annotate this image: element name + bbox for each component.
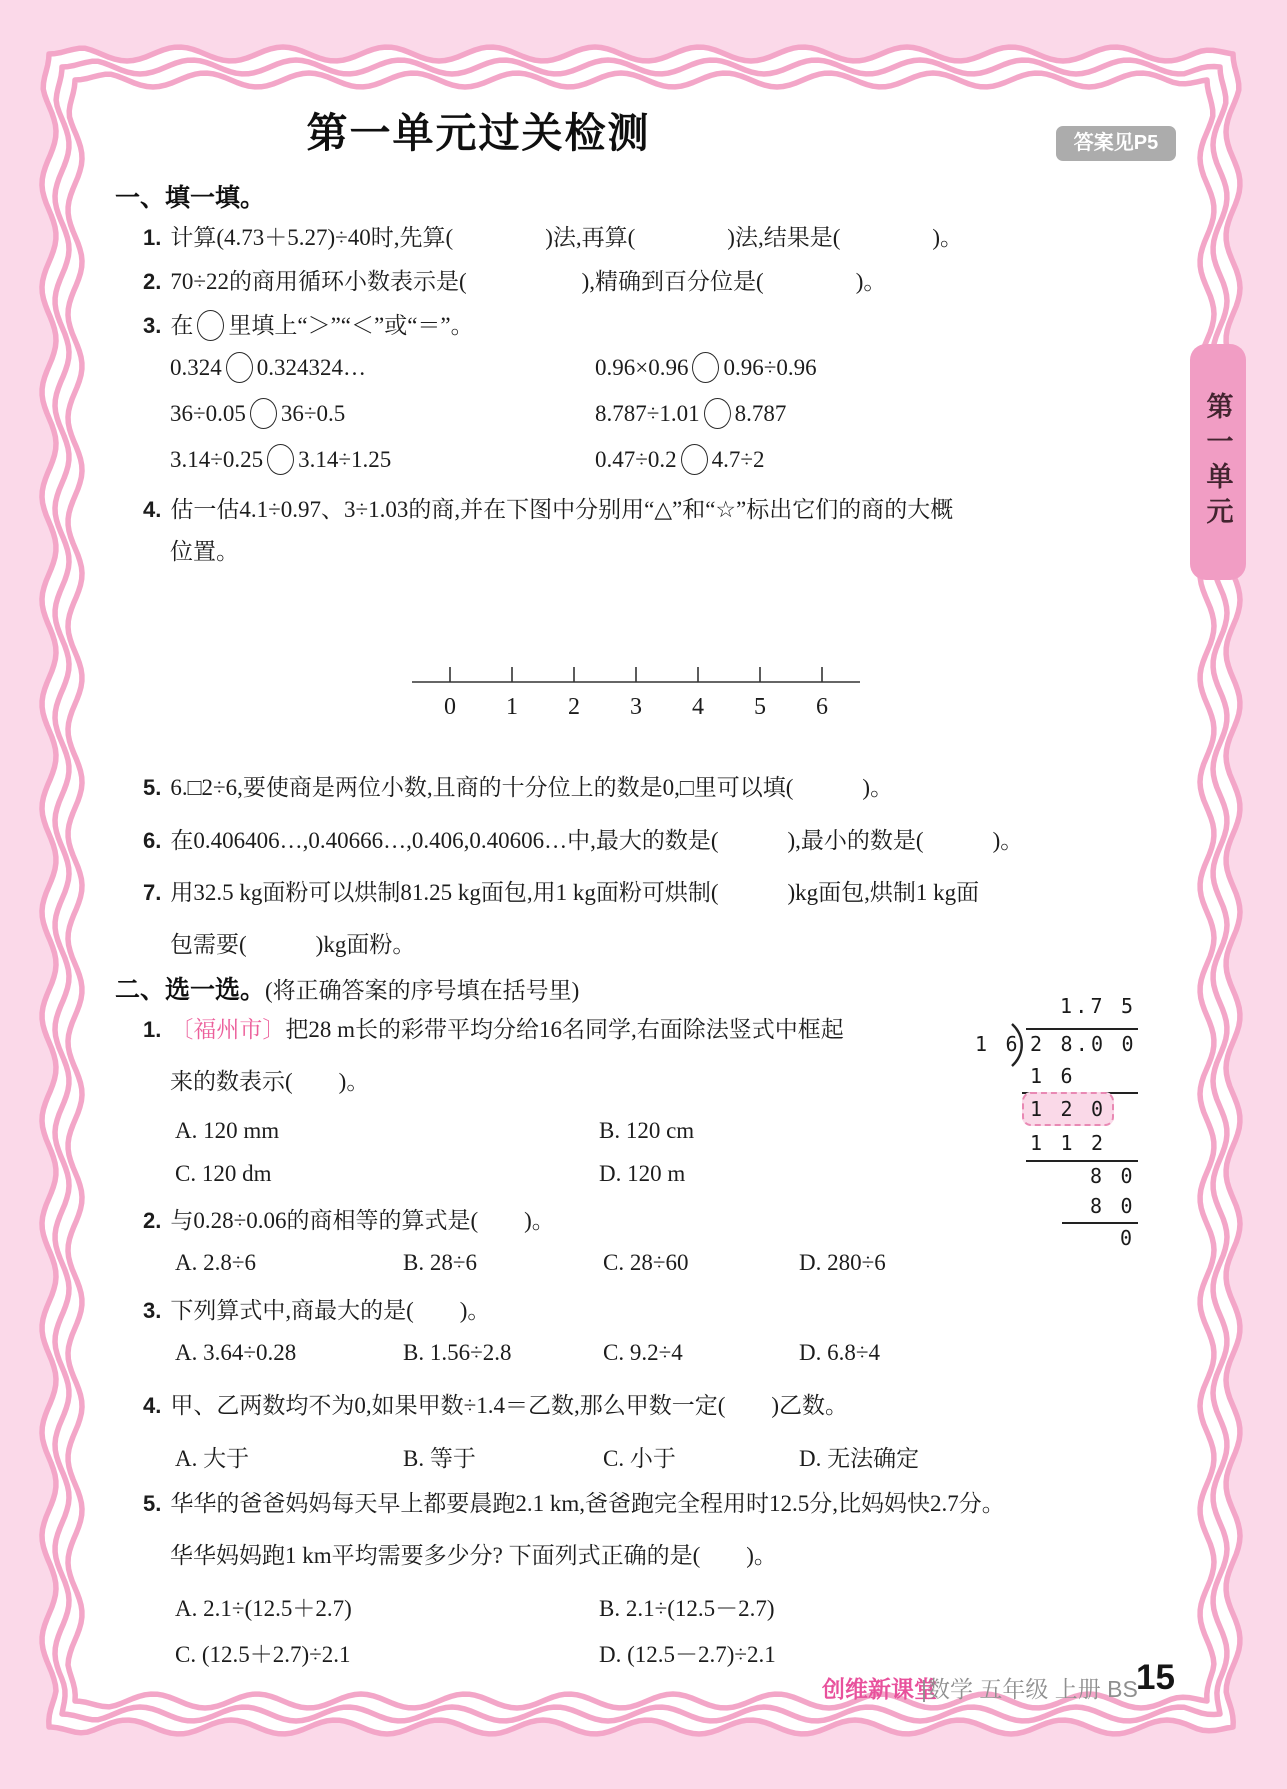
division-rule [1062,1222,1138,1224]
compare-circle-icon [197,310,224,341]
s2-q2-options [175,1250,1075,1276]
option-b: B. 2.1÷(12.5－2.7) [599,1596,775,1621]
unit-side-tab-label: 第一单元 [1202,392,1233,532]
question-text: 6.□2÷6,要使商是两位小数,且商的十分位上的数是0,□里可以填( )。 [170,775,894,800]
s1-question-7-cont [170,929,415,961]
s2-q3-options [175,1340,1075,1366]
compare-circle-icon [681,444,708,475]
option-a: A. 120 mm [175,1118,280,1143]
question-text: 下列算式中,商最大的是( )。 [170,1298,491,1323]
question-number: 1. [143,1017,162,1042]
compare-left: 0.47÷0.2 [595,447,677,472]
number-line [385,652,885,734]
s2-question-4 [143,1390,848,1422]
question-number: 3. [143,1298,162,1323]
source-city-tag: 〔福州市〕 [170,1017,286,1042]
s2-question-3 [143,1295,490,1327]
option-c: C. (12.5＋2.7)÷2.1 [175,1642,351,1667]
division-quotient: 1.7 5 [1060,994,1137,1018]
s1-question-1 [143,222,963,254]
section2-heading-note: (将正确答案的序号填在括号里) [265,978,580,1003]
option-a: A. 2.1÷(12.5＋2.7) [175,1596,352,1621]
division-step: 1 1 2 [1030,1131,1107,1155]
section2-heading [115,970,579,1006]
compare-item [170,444,391,475]
question-text: 在0.406406…,0.40666…,0.406,0.40606…中,最大的数是( ),最小的数是( )。 [170,828,1024,853]
compare-item [170,398,345,429]
compare-left: 8.787÷1.01 [595,401,700,426]
question-text: 甲、乙两数均不为0,如果甲数÷1.4＝乙数,那么甲数一定( )乙数。 [170,1393,849,1418]
question-number: 4. [143,497,162,522]
compare-left: 0.96×0.96 [595,355,689,380]
unit-side-tab [1190,344,1246,580]
compare-right: 0.96÷0.96 [723,355,817,380]
answer-reference-badge: 答案见P5 [1056,126,1176,161]
question-number: 5. [143,775,162,800]
compare-left: 0.324 [170,355,222,380]
s2-q5-options-cd [175,1636,1075,1669]
compare-left: 36÷0.05 [170,401,246,426]
division-rule [1026,1160,1138,1162]
question-text: 来的数表示( )。 [170,1069,370,1094]
s1-question-3 [143,310,474,342]
division-remainder: 0 [1120,1226,1136,1250]
question-text: 包需要( )kg面粉。 [170,932,416,957]
page-title: 第一单元过关检测 [306,110,651,156]
question-text: 在 [170,313,194,338]
option-b: B. 等于 [403,1446,476,1471]
option-a: A. 3.64÷0.28 [175,1340,297,1365]
compare-right: 36÷0.5 [280,401,346,426]
division-vinculum [1026,1028,1138,1030]
question-text: 华华的爸爸妈妈每天早上都要晨跑2.1 km,爸爸跑完全程用时12.5分,比妈妈快2.7分。 [170,1491,1005,1516]
option-a: A. 大于 [175,1446,250,1471]
compare-left: 3.14÷0.25 [170,447,264,472]
s2-q1-options-cd [175,1161,1075,1187]
question-number: 5. [143,1491,162,1516]
question-number: 2. [143,1208,162,1233]
svg-text:5: 5 [754,694,766,720]
compare-item [595,444,765,475]
division-step: 1 6 [1030,1064,1076,1088]
s1-question-7 [143,877,979,909]
compare-circle-icon [226,352,253,383]
question-number: 7. [143,880,162,905]
question-text: 与0.28÷0.06的商相等的算式是( )。 [170,1208,555,1233]
s2-question-5 [143,1488,1005,1520]
s1-question-6 [143,825,1023,857]
compare-item [595,398,786,429]
compare-right: 4.7÷2 [711,447,765,472]
compare-circle-icon [267,444,294,475]
svg-text:4: 4 [692,694,704,720]
compare-circle-icon [704,398,731,429]
question-text: 里填上“＞”“＜”或“＝”。 [228,313,474,338]
svg-text:1: 1 [506,694,518,720]
question-text: 70÷22的商用循环小数表示是( ),精确到百分位是( )。 [170,269,887,294]
compare-right: 3.14÷1.25 [298,447,392,472]
question-text: 把28 m长的彩带平均分给16名同学,右面除法竖式中框起 [285,1017,844,1042]
svg-text:0: 0 [444,694,456,720]
compare-circle-icon [692,352,719,383]
section2-heading-label: 二、选一选。 [115,976,266,1004]
s2-q4-options [175,1440,1075,1473]
option-c: C. 28÷60 [603,1250,689,1275]
division-divisor: 1 6 [975,1032,1021,1056]
question-number: 2. [143,269,162,294]
question-number: 1. [143,225,162,250]
s2-q1-options-ab [175,1118,1075,1144]
compare-item [170,352,366,383]
question-number: 3. [143,313,162,338]
s1-question-5 [143,772,893,804]
question-text: 位置。 [170,539,239,564]
question-text: 用32.5 kg面粉可以烘制81.25 kg面包,用1 kg面粉可烘制( )kg面包,烘制1 kg面 [170,880,980,905]
question-number: 6. [143,828,162,853]
compare-item [595,352,817,383]
footer-brand: 创维新课堂 [822,1676,937,1702]
question-text: 计算(4.73＋5.27)÷40时,先算( )法,再算( )法,结果是( )。 [170,225,964,250]
question-text: 估一估4.1÷0.97、3÷1.03的商,并在下图中分别用“△”和“☆”标出它们的商的大概 [170,497,954,522]
s1-question-4-cont [170,536,239,568]
s1-question-4 [143,494,953,526]
s2-question-1 [143,1014,844,1046]
s2-question-1-cont [170,1066,369,1098]
option-d: D. 120 m [599,1161,686,1186]
svg-text:2: 2 [568,694,580,720]
s2-q5-options-ab [175,1590,1075,1623]
compare-right: 0.324324… [256,355,366,380]
division-step: 8 0 [1090,1194,1136,1218]
page-number: 15 [1136,1658,1175,1697]
svg-text:6: 6 [816,694,828,720]
question-text: 华华妈妈跑1 km平均需要多少分? 下面列式正确的是( )。 [170,1543,777,1568]
option-d: D. (12.5－2.7)÷2.1 [599,1642,776,1667]
option-b: B. 120 cm [599,1118,695,1143]
compare-right: 8.787 [734,401,787,426]
option-d: D. 无法确定 [799,1446,920,1471]
section1-heading: 一、填一填。 [115,184,266,212]
footer-meta: |数学 五年级 上册 BS [921,1676,1138,1702]
compare-circle-icon [250,398,277,429]
option-d: D. 280÷6 [799,1250,886,1275]
option-c: C. 9.2÷4 [603,1340,683,1365]
s2-question-2 [143,1205,555,1237]
option-b: B. 28÷6 [403,1250,477,1275]
division-step-boxed: 1 2 0 [1030,1097,1107,1121]
option-b: B. 1.56÷2.8 [403,1340,512,1365]
option-c: C. 120 dm [175,1161,272,1186]
division-step: 8 0 [1090,1164,1136,1188]
option-d: D. 6.8÷4 [799,1340,880,1365]
division-dividend: 2 8.0 0 [1030,1032,1137,1056]
svg-text:3: 3 [630,694,642,720]
question-number: 4. [143,1393,162,1418]
s1-question-2 [143,266,886,298]
option-a: A. 2.8÷6 [175,1250,256,1275]
option-c: C. 小于 [603,1446,676,1471]
s2-question-5-cont [170,1540,777,1572]
